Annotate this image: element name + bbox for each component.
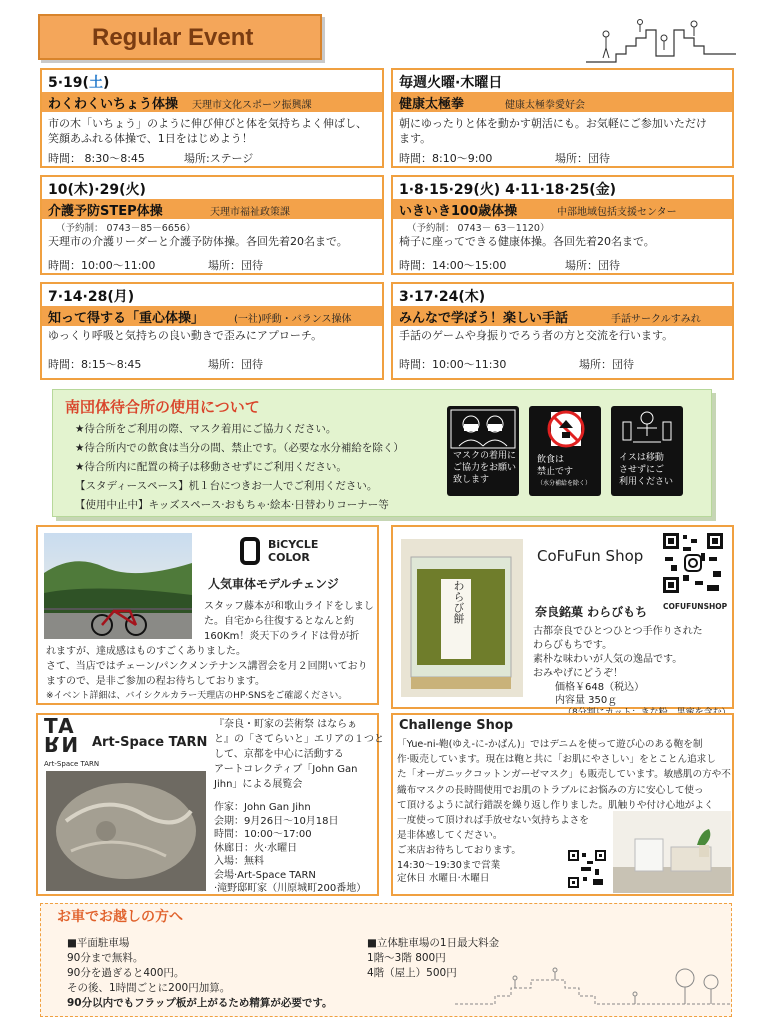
bicycle-body-5: ますので、是非ご参加の程お待ちしております。: [46, 676, 265, 687]
event-organizer: 中部地域包括支援センター: [557, 207, 677, 218]
event-description: 朝にゆったりと体を動かす朝活にも。お気軽にご参加いただけ ます。: [399, 117, 707, 145]
event-name: 知って得する「重心体操」: [48, 311, 205, 326]
event-place: 場所:ステージ: [184, 152, 254, 165]
bicycle-heading: 人気車体モデルチェンジ: [208, 577, 339, 591]
event-time: 時間：8:10〜9:00: [399, 152, 493, 165]
product-description: 古都奈良でひとつひとつ手作りされた わらびもちです。 素朴な味わいが人気の逸品です。 おみやげにどうぞ！: [533, 626, 703, 679]
event-title-band: [42, 92, 382, 112]
event-time: 時間：10:00〜11:00: [48, 259, 156, 272]
cycling-photo: [44, 533, 192, 639]
event-date: 7·14·28(月): [48, 289, 135, 305]
qr-code-icon[interactable]: [661, 531, 725, 595]
notice-rule: ★待合所をご利用の際、マスク着用にご協力ください。: [75, 423, 337, 435]
event-place: 場所：団待: [565, 259, 620, 272]
waiting-room-notice: [52, 389, 712, 517]
bicycle-footnote: ※イベント詳細は、バイシクルカラー天理店のHP·SNSをご確認ください。: [46, 691, 348, 701]
shop-product-photo: [613, 811, 731, 893]
event-time: 時間：10:00〜11:30: [399, 358, 507, 371]
event-reservation: （予約制： 0743－ 63－1120）: [407, 223, 550, 234]
bicycle-color-logo-icon: [240, 537, 262, 567]
notice-rule: ★待合所内に配置の椅子は移動させずにご利用ください。: [75, 461, 347, 473]
event-time: 時間：14:00〜15:00: [399, 259, 507, 272]
event-title-band: [393, 306, 732, 326]
event-name: 健康太極拳: [399, 97, 465, 112]
event-date: 毎週火曜·木曜日: [399, 75, 503, 91]
access-title: お車でお越しの方へ: [57, 909, 183, 925]
notice-rule: 【スタディースペース】机１台につきお一人でご利用ください。: [75, 480, 378, 492]
challenge-shop-hours: 14:30〜19:30まで営業: [397, 860, 501, 871]
event-organizer: (一社)呼動・バランス操体: [234, 314, 352, 325]
event-place: 場所：団待: [579, 358, 634, 371]
cofufun-shop-name: CoFuFun Shop: [537, 547, 644, 565]
no-eating-sign: 飲食は 禁止です （水分補給を除く）: [529, 406, 601, 496]
bicycle-color-logo-text: BiCYCLE COLOR: [268, 538, 319, 564]
event-date: 3·17·24(木): [399, 289, 486, 305]
event-name: みんなで学ぼう！楽しい手話: [399, 311, 569, 326]
chair-sign: イスは移動 させずにご 利用ください: [611, 406, 683, 496]
qr-code-icon[interactable]: [567, 849, 607, 889]
event-name: わくわくいちょう体操: [48, 97, 179, 112]
event-organizer: 天理市文化スポーツ振興課: [192, 100, 312, 111]
bicycle-body-2: 160Km！炎天下のライドは骨が折: [204, 631, 360, 642]
event-card-ikiiki: [391, 175, 734, 275]
tarn-intro: 『奈良・町家の芸術祭 はならぁ と』の「さてらいと」エリアの１つと して、京都を中心に活動する アートコレクティブ「John Gan Jihn」による展覧会: [214, 719, 384, 790]
artwork-photo: [46, 771, 206, 891]
bicycle-color-card: [36, 525, 379, 705]
townscape-illustration: [455, 960, 731, 1016]
event-date: 5·19(土): [48, 75, 110, 91]
parking-access-box: [40, 903, 732, 1017]
event-date: 1·8·15·29(火) 4·11·18·25(金): [399, 182, 617, 198]
event-organizer: 手話サークルすみれ: [611, 314, 701, 325]
qr-label: COFUFUNSHOP: [663, 602, 728, 611]
bicycle-body-4: さて、当店ではチェーン/パンクメンテナンス講習会を月２回開いており: [46, 661, 368, 672]
event-place: 場所：団待: [208, 358, 263, 371]
section-title: Regular Event: [92, 24, 254, 51]
tarn-logo: TA RN: [44, 714, 81, 756]
event-time: 時間：8:15〜8:45: [48, 358, 142, 371]
package-label: わらび餅: [452, 580, 465, 624]
no-eating-icon: [529, 406, 601, 454]
event-description: 手話のゲームや身振りでろう者の方と交流を行います。: [399, 329, 674, 342]
notice-rule: ★待合所内での飲食は当分の間、禁止です。（必要な水分補給を除く）: [75, 442, 404, 454]
event-place: 場所：団待: [555, 152, 610, 165]
tarn-logo-sub: Art-Space TARN: [44, 760, 100, 768]
challenge-shop-description: 「Yue-ni-鞄(ゆえ-に-かばん)」ではデニムを使って遊び心のある鞄を制 作·販売しています。現在は鞄と共に「お肌にやさしい」をとことん追求し た「オーガニックコットンガーゼマスク」も販売しています。敏感肌の方や不 織布マスクの長時間使用でお肌のトラブルにお悩みの方に安心して使っ て頂けるように試行錯誤を繰り返し作りました。肌触りや付け心地がよく 一度使って頂ければ手放せない気持ちよさを 是非体感してください。 ご来店お待ちしております。: [397, 739, 731, 857]
event-date: 10(木)·29(火): [48, 182, 146, 198]
event-title-band: [393, 92, 732, 112]
bicycle-body-3: れますが、達成感はものすごくありました。: [46, 646, 246, 657]
challenge-shop-title: Challenge Shop: [399, 718, 514, 733]
mask-sign: マスクの着用に ご協力をお願い 致します: [447, 406, 519, 496]
product-price: 価格￥648（税込）: [555, 682, 645, 693]
cofufun-shop-card: [391, 525, 734, 709]
event-organizer: 健康太極拳愛好会: [505, 100, 585, 111]
challenge-shop-closed: 定休日 水曜日·木曜日: [397, 873, 490, 884]
tarn-name: Art-Space TARN: [92, 735, 208, 750]
tarn-details: 作家：John Gan Jihn 会期：9月26日〜10月18日 時間：10:00〜17:00 休廊日：火·水曜日 入場：無料 会場·Art-Space TARN ·滝野邸町家（川原城町200番地）: [214, 802, 367, 894]
event-description: 天理市の介護リーダーと介護予防体操。各回先着20名まで。: [48, 235, 348, 248]
multi-story-parking-info: ■立体駐車場の1日最大料金 1階〜3階 800円 4階（屋上）500円: [367, 937, 500, 979]
event-card-taikyokuken: [391, 68, 734, 168]
event-description: 椅子に座ってできる健康体操。各回先着20名まで。: [399, 235, 655, 248]
event-description: ゆっくり呼吸と気持ちの良い動きで歪みにアプローチ。: [48, 329, 323, 342]
art-space-tarn-card: [36, 713, 384, 896]
event-reservation: （予約制： 0743－85－6656）: [56, 223, 196, 234]
event-card-ichou: [40, 68, 384, 168]
event-title-band: [42, 199, 382, 219]
challenge-shop-card: [391, 713, 734, 896]
event-organizer: 天理市福祉政策課: [210, 207, 290, 218]
event-place: 場所：団待: [208, 259, 263, 272]
product-weight: 内容量 350ｇ: [555, 695, 618, 706]
flat-parking-info: ■平面駐車場 90分まで無料。 90分を過ぎると400円。 その後、1時間ごとに200円加算。 90分以内でもフラップ板が上がるため精算が必要です。: [67, 937, 333, 1009]
event-name: 介護予防STEP体操: [48, 204, 163, 219]
event-title-band: [393, 199, 732, 219]
notice-rule: 【使用中止中】キッズスペース·おもちゃ·絵本·日替わりコーナー等: [75, 499, 389, 511]
event-time: 時間： 8:30〜8:45: [48, 152, 145, 165]
event-card-shuwa: [391, 282, 734, 380]
product-name: 奈良銘菓 わらびもち: [535, 605, 648, 619]
stairs-illustration: [586, 12, 736, 66]
event-card-jushin: [40, 282, 384, 380]
event-title-band: [42, 306, 382, 326]
section-title-banner: [38, 14, 322, 60]
bicycle-body-1: スタッフ藤本が和歌山ライドをしました。自宅から往復するとなんと約: [204, 601, 374, 627]
chair-icon: [611, 406, 683, 450]
event-description: 市の木「いちょう」のように伸び伸びと体を気持ちよく伸ばし、 笑顔あふれる体操で、1日をはじめよう！: [48, 117, 367, 145]
mask-icon: [447, 406, 519, 450]
notice-title: 南団体待合所の使用について: [65, 398, 260, 416]
event-name: いきいき100歳体操: [399, 204, 518, 219]
event-card-step: [40, 175, 384, 275]
